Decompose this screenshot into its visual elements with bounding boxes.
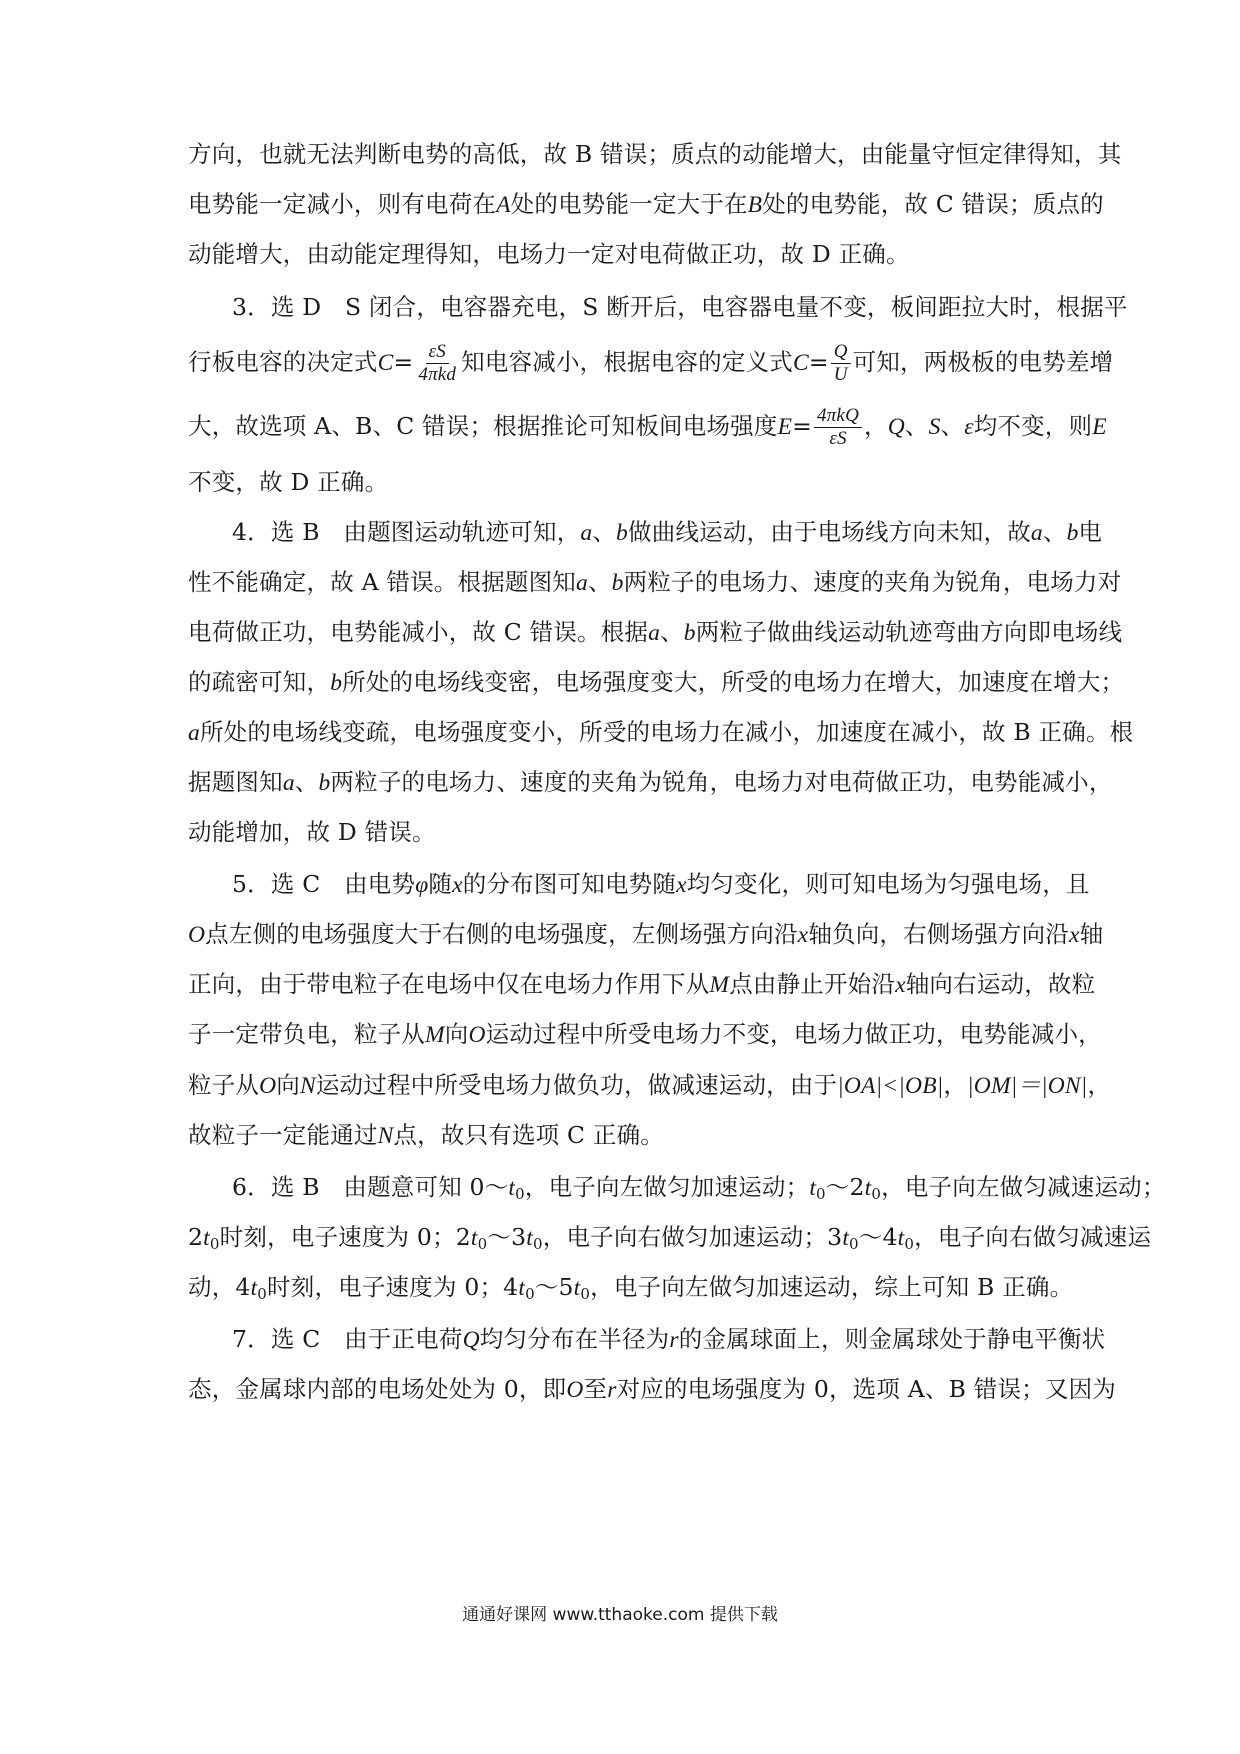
text-run: 故粒子一定能通过: [188, 1121, 378, 1149]
variable: t: [508, 1175, 516, 1201]
text-run: 的疏密可知，: [188, 668, 331, 696]
text-run: 大，故选项 A、B、C 错误；根据推论可知板间电场强度: [188, 412, 778, 440]
variable: O: [188, 922, 206, 948]
variable: a: [576, 570, 588, 596]
text-run: 时刻，电子速度为 0；4: [267, 1273, 519, 1301]
text-run: 3．选 D S 闭合，电容器充电，S 断开后，电容器电量不变，板间距拉大时，根据平: [232, 293, 1128, 321]
text-line: [232, 867, 1090, 902]
text-run: 态，金属球内部的电场处处为 0，即: [188, 1375, 567, 1403]
text-line: [188, 341, 1114, 385]
text-run: ～2: [825, 1173, 865, 1201]
variable: E: [777, 414, 793, 440]
text-run: 子一定带负电，粒子从: [188, 1020, 425, 1048]
text-line: [188, 765, 1113, 800]
fraction-field-strength: [814, 406, 862, 449]
variable: t: [518, 1275, 526, 1301]
variable: φ: [415, 872, 429, 898]
text-run: 动能增加，故 D 错误。: [188, 818, 436, 846]
text-line: [188, 1270, 1074, 1311]
text-line: [188, 137, 1122, 171]
variable: x: [1069, 922, 1080, 948]
text-line: [188, 565, 1122, 600]
text-run: 点，故只有选项 C 正确。: [393, 1121, 665, 1149]
subscript: 0: [904, 1235, 915, 1253]
numerator: Q: [831, 342, 851, 364]
subscript: 0: [515, 1185, 525, 1203]
variable: Q: [462, 1327, 480, 1353]
subscript: 0: [533, 1235, 543, 1253]
fraction-capacitance-decision: [415, 342, 459, 385]
subscript: 0: [257, 1285, 268, 1303]
text-line: [188, 967, 1096, 1002]
text-run: 两粒子做曲线运动轨迹弯曲方向即电场线: [695, 618, 1123, 646]
text-run: 正向，由于带电粒子在电场中仅在电场力作用下从: [188, 970, 710, 998]
text-run: 6．选 B 由题意可知 0～: [232, 1173, 509, 1201]
text-run: ，电子向左做匀加速运动；: [524, 1173, 810, 1201]
variable: Q: [887, 414, 905, 440]
text-run: ～3: [487, 1223, 527, 1251]
numerator: εS: [426, 342, 449, 364]
text-run: 随: [428, 870, 453, 898]
footer-text: 通通好课网 www.tthaoke.com 提供下载: [462, 1605, 778, 1625]
text-run: 轴: [1079, 920, 1104, 948]
text-line: [188, 1068, 1112, 1103]
variable: ε: [964, 414, 974, 440]
text-line: [188, 1017, 1102, 1052]
text-line: [188, 187, 1104, 222]
text-run: 不变，故 D 正确。: [188, 468, 389, 496]
text-run: ～5: [534, 1273, 574, 1301]
text-run: 运动过程中所受电场力不变，电场力做正功，电势能减小，: [485, 1020, 1102, 1048]
variable: b: [611, 570, 624, 596]
inequality-expression: |OA|<|OB|: [837, 1073, 944, 1099]
variable: O: [259, 1073, 277, 1099]
text-run: 均匀变化，则可知电场为匀强电场，且: [686, 870, 1090, 898]
text-line: [232, 290, 1128, 324]
variable: O: [468, 1022, 486, 1048]
text-run: 时刻，电子速度为 0；2: [219, 1223, 471, 1251]
text-run: ，电子向右做匀加速运动；3: [542, 1223, 843, 1251]
text-run: ，电子向左做匀减速运动；: [881, 1173, 1166, 1201]
text-run: ，: [943, 1071, 968, 1099]
text-run: 4．选 B 由题图运动轨迹可知，: [232, 518, 581, 546]
variable: t: [842, 1225, 850, 1251]
text-run: 处的电势能一定大于在: [510, 190, 748, 218]
subscript: 0: [209, 1235, 220, 1253]
variable: E: [1092, 414, 1107, 440]
text-run: 至: [583, 1375, 608, 1403]
variable: t: [573, 1275, 581, 1301]
variable: a: [282, 770, 295, 796]
variable: S: [928, 414, 941, 440]
text-run: 动能增大，由动能定理得知，电场力一定对电荷做正功，故 D 正确。: [188, 240, 910, 268]
text-run: 运动过程中所受电场力做负功，做减速运动，由于: [315, 1071, 838, 1099]
variable: r: [607, 1377, 617, 1403]
variable: x: [797, 922, 809, 948]
equality-expression: |OM|＝|ON|: [967, 1073, 1088, 1099]
text-run: 点由静止开始沿: [729, 970, 896, 998]
text-run: 所处的电场线变密，电场强度变大，所受的电场力在增大，加速度在增大；: [342, 668, 1125, 696]
variable: b: [1066, 520, 1079, 546]
text-run: 轴向右运动，故粒: [905, 970, 1096, 998]
text-run: 两粒子的电场力、速度的夹角为锐角，电场力对电荷做正功，电势能减小，: [330, 768, 1113, 796]
denominator: U: [833, 364, 848, 385]
text-run: 所处的电场线变疏，电场强度变小，所受的电场力在减小，加速度在减小，故 B 正确。根: [199, 718, 1134, 746]
variable: A: [496, 192, 511, 218]
text-line: [232, 1170, 1166, 1211]
text-run: 均不变，则: [973, 412, 1093, 440]
variable: B: [747, 192, 763, 218]
variable: x: [676, 872, 687, 898]
text-run: 的分布图可知电势随: [462, 870, 677, 898]
text-run: 电荷做正功，电势能减小，故 C 错误。根据: [188, 618, 649, 646]
subscript: 0: [816, 1185, 826, 1203]
denominator: εS: [829, 428, 847, 449]
text-line: [188, 1118, 1068, 1153]
variable: t: [809, 1175, 817, 1201]
text-run: 、: [940, 412, 965, 440]
text-run: 电: [1078, 518, 1103, 546]
text-run: 对应的电场强度为 0，选项 A、B 错误；又因为: [616, 1375, 1116, 1403]
text-run: 做曲线运动，由于电场线方向未知，故: [628, 518, 1031, 546]
variable: O: [566, 1377, 584, 1403]
text-run: 、: [592, 518, 617, 546]
variable: a: [1030, 520, 1043, 546]
variable: x: [452, 872, 463, 898]
text-run: 据题图知: [188, 768, 283, 796]
subscript: 0: [580, 1285, 591, 1303]
variable: a: [648, 620, 661, 646]
subscript: 0: [849, 1235, 859, 1253]
text-line: [188, 917, 1104, 952]
variable: a: [188, 720, 200, 746]
variable: t: [250, 1275, 258, 1301]
text-run: 处的电势能，故 C 错误；质点的: [762, 190, 1104, 218]
denominator: 4πkd: [418, 364, 457, 385]
variable: N: [377, 1123, 394, 1149]
variable: b: [616, 520, 628, 546]
text-run: =: [792, 412, 813, 440]
text-run: 点左侧的电场强度大于右侧的电场强度，左侧场强方向沿: [205, 920, 798, 948]
text-run: 向: [276, 1071, 300, 1099]
text-run: 、: [587, 568, 612, 596]
variable: t: [864, 1175, 872, 1201]
text-run: 粒子从: [188, 1071, 260, 1099]
text-line: [188, 715, 1134, 750]
text-run: 、: [294, 768, 319, 796]
variable: t: [897, 1225, 905, 1251]
subscript: 0: [871, 1185, 882, 1203]
text-run: ，电子向右做匀减速运: [914, 1223, 1152, 1251]
variable: b: [683, 620, 696, 646]
fraction-capacitance-definition: [831, 342, 851, 385]
text-line: [188, 465, 1068, 499]
text-run: 、: [1042, 518, 1067, 546]
text-line: [188, 665, 1125, 700]
variable: a: [580, 520, 593, 546]
text-run: =: [393, 348, 414, 376]
variable: t: [526, 1225, 533, 1251]
text-run: 可知，两极板的电势差增: [852, 348, 1114, 376]
text-run: 、: [660, 618, 684, 646]
variable: M: [709, 972, 730, 998]
text-run: 动，4: [188, 1273, 251, 1301]
variable: r: [669, 1327, 679, 1353]
text-run: 向: [444, 1020, 469, 1048]
variable: b: [318, 770, 331, 796]
text-line: [232, 1322, 1106, 1357]
text-run: ，: [864, 412, 888, 440]
text-line: [188, 615, 1123, 650]
text-run: 行板电容的决定式: [188, 348, 378, 376]
text-run: =: [808, 348, 829, 376]
text-line: [188, 1220, 1152, 1261]
variable: M: [425, 1022, 445, 1048]
subscript: 0: [525, 1285, 535, 1303]
variable: t: [203, 1225, 210, 1251]
variable: x: [895, 972, 906, 998]
text-line: [232, 515, 1103, 550]
text-line: [188, 1372, 1116, 1407]
text-run: 7．选 C 由于正电荷: [232, 1325, 463, 1353]
text-run: 均匀分布在半径为: [479, 1325, 670, 1353]
text-run: 性不能确定，故 A 错误。根据题图知: [188, 568, 577, 596]
text-run: 知电容减小，根据电容的定义式: [461, 348, 793, 376]
text-run: 、: [904, 412, 929, 440]
text-run: 两粒子的电场力、速度的夹角为锐角，电场力对: [623, 568, 1122, 596]
text-run: 的金属球面上，则金属球处于静电平衡状: [678, 1325, 1106, 1353]
text-line: [188, 237, 1068, 271]
variable: b: [330, 670, 343, 696]
text-run: 方向，也就无法判断电势的高低，故 B 错误；质点的动能增大，由能量守恒定律得知，其: [188, 140, 1122, 168]
text-line: [188, 815, 1068, 849]
variable: C: [792, 350, 809, 376]
text-line: [188, 405, 1107, 449]
variable: C: [377, 350, 394, 376]
text-run: ～4: [858, 1223, 898, 1251]
variable: N: [299, 1073, 316, 1099]
text-run: 电势能一定减小，则有电荷在: [188, 190, 497, 218]
numerator: 4πkQ: [814, 406, 862, 428]
variable: t: [470, 1225, 478, 1251]
text-run: 轴负向，右侧场强方向沿: [808, 920, 1070, 948]
subscript: 0: [477, 1235, 488, 1253]
text-run: 5．选 C 由电势: [232, 870, 416, 898]
text-run: 2: [188, 1223, 204, 1251]
text-run: ，: [1087, 1071, 1112, 1099]
text-run: ，电子向左做匀加速运动，综上可知 B 正确。: [590, 1273, 1074, 1301]
page-footer: [0, 1600, 1240, 1625]
